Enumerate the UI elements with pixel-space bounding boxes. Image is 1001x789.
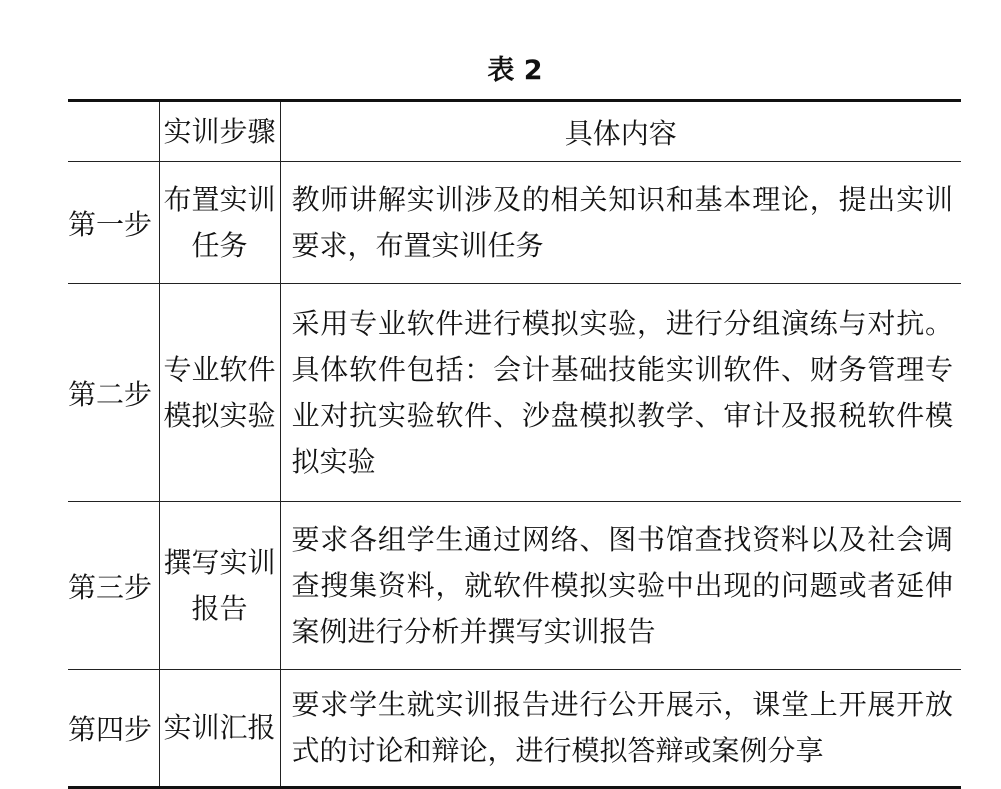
step-number: 第一步 xyxy=(68,162,159,284)
table-row xyxy=(68,284,961,502)
step-content: 要求各组学生通过网络、图书馆查找资料以及社会调查搜集资料，就软件模拟实验中出现的问题或者延伸案例进行分析并撰写实训报告 xyxy=(280,502,961,670)
step-name: 专业软件模拟实验 xyxy=(159,284,280,502)
step-content: 采用专业软件进行模拟实验，进行分组演练与对抗。具体软件包括：会计基础技能实训软件、财务管理专业对抗实验软件、沙盘模拟教学、审计及报税软件模拟实验 xyxy=(280,284,961,502)
table-row xyxy=(68,162,961,284)
step-name: 实训汇报 xyxy=(159,670,280,788)
header-training-step: 实训步骤 xyxy=(159,101,280,162)
header-specific-content: 具体内容 xyxy=(280,101,961,162)
step-content: 教师讲解实训涉及的相关知识和基本理论，提出实训要求，布置实训任务 xyxy=(280,162,961,284)
table-header-row xyxy=(68,101,961,162)
table-row xyxy=(68,670,961,788)
step-content: 要求学生就实训报告进行公开展示，课堂上开展开放式的讨论和辩论，进行模拟答辩或案例分享 xyxy=(280,670,961,788)
step-name: 撰写实训报告 xyxy=(159,502,280,670)
table-row xyxy=(68,502,961,670)
header-step-cell xyxy=(68,101,159,162)
step-number: 第二步 xyxy=(68,284,159,502)
table-caption: 表 2 xyxy=(487,55,543,86)
step-number: 第三步 xyxy=(68,502,159,670)
training-steps-table xyxy=(68,99,961,789)
step-number: 第四步 xyxy=(68,670,159,788)
step-name: 布置实训任务 xyxy=(159,162,280,284)
